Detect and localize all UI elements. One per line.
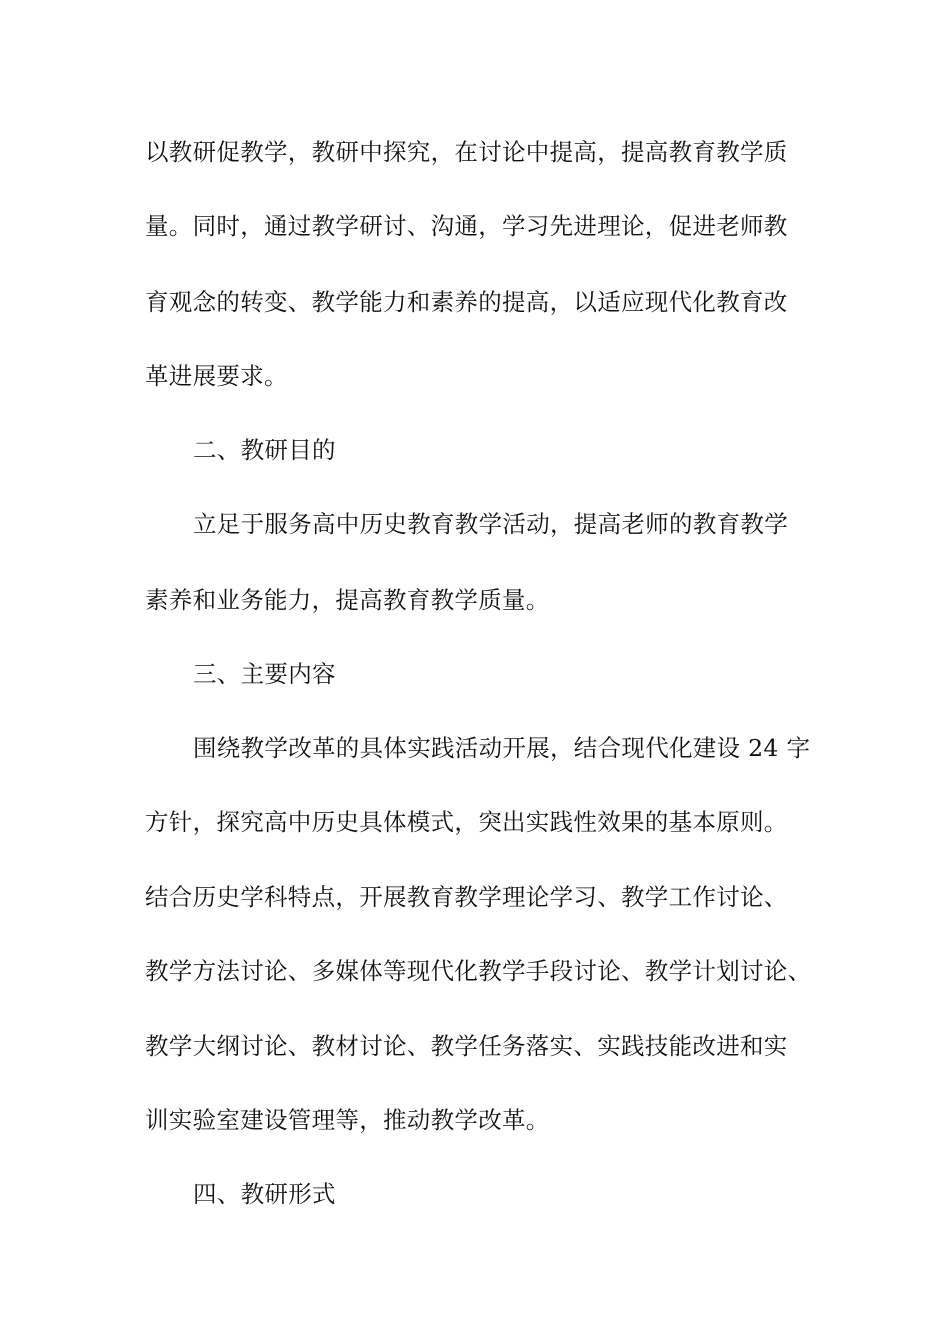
paragraph-line: 量。同时，通过教学研讨、沟通，学习先进理论，促进老师教 (145, 212, 788, 240)
paragraph-line: 教学方法讨论、多媒体等现代化教学手段讨论、教学计划讨论、 (145, 957, 812, 985)
paragraph-line: 方针，探究高中历史具体模式，突出实践性效果的基本原则。 (145, 808, 788, 836)
paragraph-line: 革进展要求。 (145, 362, 288, 390)
paragraph-line: 结合历史学科特点，开展教育教学理论学习、教学工作讨论、 (145, 883, 788, 911)
paragraph-line: 立足于服务高中历史教育教学活动，提高老师的教育教学 (193, 510, 788, 538)
paragraph-line: 以教研促教学，教研中探究，在讨论中提高，提高教育教学质 (145, 138, 788, 166)
paragraph-line: 围绕教学改革的具体实践活动开展，结合现代化建设 24 字 (193, 734, 811, 762)
paragraph-line: 育观念的转变、教学能力和素养的提高，以适应现代化教育改 (145, 288, 788, 316)
paragraph-line: 训实验室建设管理等，推动教学改革。 (145, 1106, 550, 1134)
paragraph-line: 素养和业务能力，提高教育教学质量。 (145, 586, 550, 614)
section-heading: 三、主要内容 (193, 660, 336, 688)
section-heading: 二、教研目的 (193, 436, 336, 464)
section-heading: 四、教研形式 (193, 1180, 336, 1208)
paragraph-line: 教学大纲讨论、教材讨论、教学任务落实、实践技能改进和实 (145, 1032, 788, 1060)
